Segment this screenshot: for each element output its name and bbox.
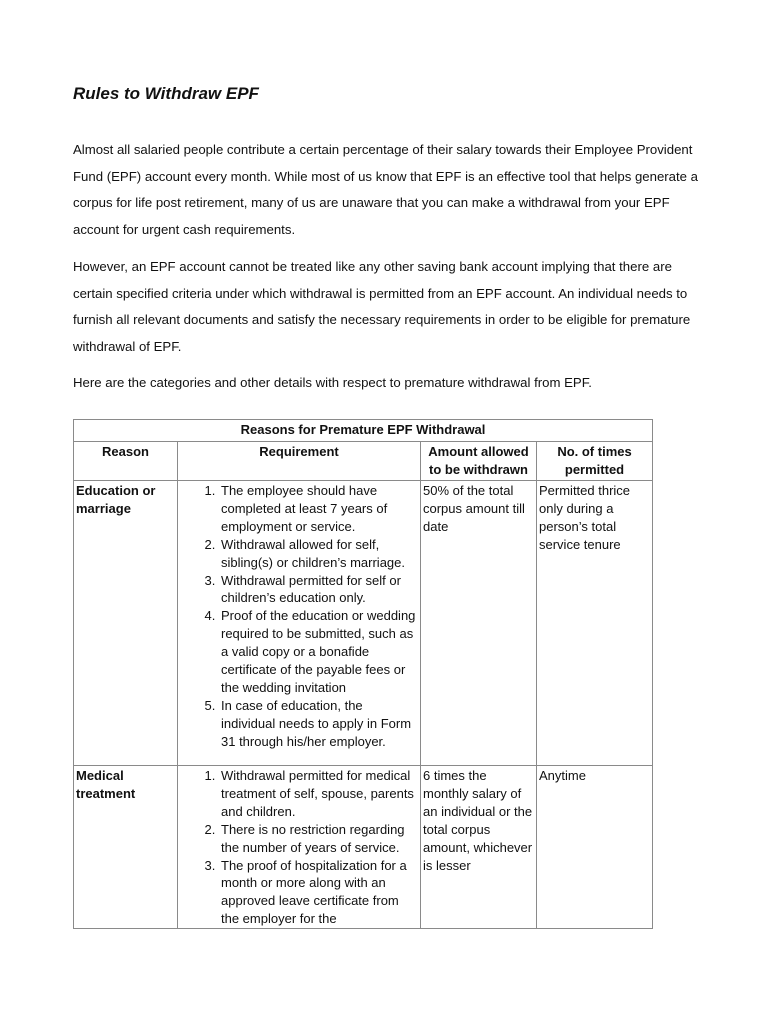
requirement-cell	[178, 766, 421, 929]
amount-cell: 50% of the total corpus amount till date	[421, 481, 537, 766]
amount-cell: 6 times the monthly salary of an individual or the total corpus amount, whichever is lesser	[421, 766, 537, 929]
times-cell: Permitted thrice only during a person’s total service tenure	[537, 481, 653, 766]
requirement-item: 1. Withdrawal permitted for medical treatment of self, spouse, parents and children.	[219, 767, 416, 821]
requirement-list	[180, 482, 418, 751]
header-requirement: Requirement	[178, 442, 421, 481]
requirement-item: 4. Proof of the education or wedding required to be submitted, such as a valid copy or a bonafide certificate of the payable fees or the wedding invitation	[219, 607, 416, 697]
withdrawal-table	[73, 419, 653, 929]
table-row	[74, 481, 653, 766]
requirement-item: 2. Withdrawal allowed for self, sibling(s) or children’s marriage.	[219, 536, 416, 572]
times-cell: Anytime	[537, 766, 653, 929]
table-row	[74, 766, 653, 929]
reason-cell: Education or marriage	[74, 481, 178, 766]
requirement-cell	[178, 481, 421, 766]
requirement-item: 5. In case of education, the individual needs to apply in Form 31 through his/her employer.	[219, 697, 416, 751]
requirement-item: 3. Withdrawal permitted for self or children’s education only.	[219, 572, 416, 608]
requirement-list	[180, 767, 418, 928]
criteria-paragraph: However, an EPF account cannot be treated like any other saving bank account implying that there are certain specified criteria under which withdrawal is permitted from an EPF account. An individual needs to furnish all relevant documents and satisfy the necessary requirements in order to be eligible for premature withdrawal of EPF.	[73, 259, 691, 354]
reason-cell: Medical treatment	[74, 766, 178, 929]
page-title: Rules to Withdraw EPF	[73, 84, 259, 103]
table-caption: Reasons for Premature EPF Withdrawal	[74, 420, 653, 442]
categories-paragraph: Here are the categories and other details with respect to premature withdrawal from EPF.	[73, 375, 592, 390]
intro-paragraph: Almost all salaried people contribute a certain percentage of their salary towards their Employee Provident Fund (EPF) account every month. While most of us know that EPF is an effective tool that helps generate a corpus for life post retirement, many of us are unaware that you can make a withdrawal from your EPF account for urgent cash requirements.	[73, 142, 699, 237]
requirement-item: 2. There is no restriction regarding the number of years of service.	[219, 821, 416, 857]
header-reason: Reason	[74, 442, 178, 481]
requirement-item: 1. The employee should have completed at least 7 years of employment or service.	[219, 482, 416, 536]
requirement-item: 3. The proof of hospitalization for a month or more along with an approved leave certificate from the employer for the	[219, 857, 416, 929]
header-times: No. of times permitted	[537, 442, 653, 481]
header-amount: Amount allowed to be withdrawn	[421, 442, 537, 481]
